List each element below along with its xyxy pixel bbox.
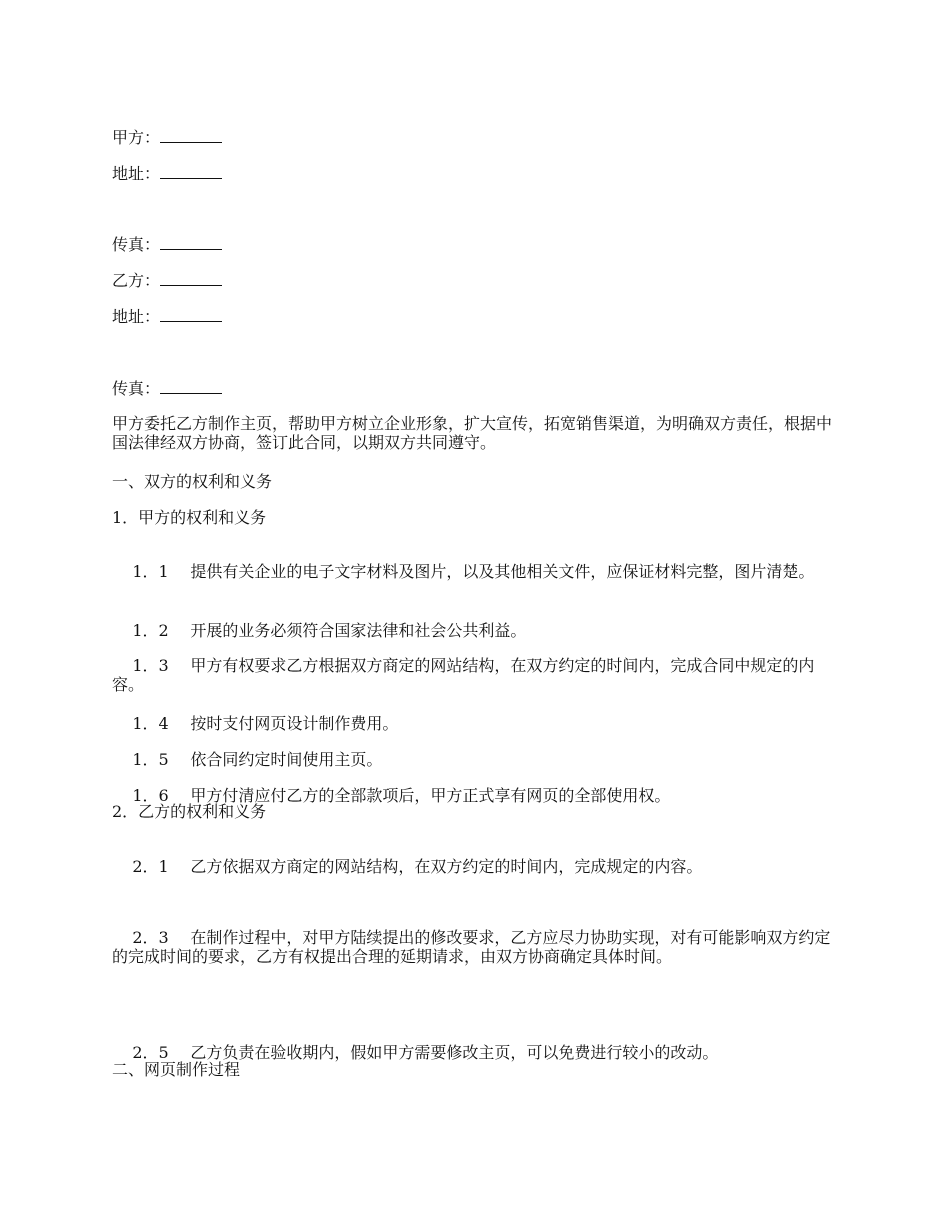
clause-text: 甲方付清应付乙方的全部款项后，甲方正式享有网页的全部使用权。	[190, 786, 671, 805]
party-a-value[interactable]	[160, 128, 222, 143]
clause-text: 甲方有权要求乙方根据双方商定的网站结构，在双方约定的时间内，完成合同中规定的内容。	[112, 656, 815, 694]
address-b-field	[112, 307, 222, 326]
fax-b-value[interactable]	[160, 379, 222, 394]
clause-number: 1．4	[132, 714, 169, 733]
clause-text: 在制作过程中，对甲方陆续提出的修改要求，乙方应尽力协助实现，对有可能影响双方约定的完成时间的要求，乙方有权提出合理的延期请求，由双方协商确定具体时间。	[112, 928, 831, 966]
subsection-1-title: 1．甲方的权利和义务	[112, 508, 267, 527]
clause-text: 乙方负责在验收期内，假如甲方需要修改主页，可以免费进行较小的改动。	[190, 1043, 719, 1062]
clause-number: 2．3	[132, 928, 169, 947]
clause-number: 2．5	[132, 1043, 169, 1062]
clause-text: 乙方依据双方商定的网站结构，在双方约定的时间内，完成规定的内容。	[190, 857, 703, 876]
section-2-title: 二、网页制作过程	[112, 1060, 241, 1079]
address-a-label: 地址：	[112, 164, 161, 183]
clause-number: 1．3	[132, 656, 169, 675]
clause-number: 1．1	[132, 562, 169, 581]
intro-paragraph: 甲方委托乙方制作主页，帮助甲方树立企业形象，扩大宣传，拓宽销售渠道，为明确双方责任，根据中国法律经双方协商，签订此合同，以期双方共同遵守。	[112, 414, 833, 452]
address-b-label: 地址：	[112, 307, 161, 326]
fax-b-label: 传真：	[112, 379, 161, 398]
party-b-label: 乙方：	[112, 271, 161, 290]
clause-number: 1．2	[132, 621, 169, 640]
clause-number: 1．6	[132, 786, 169, 805]
clause-text: 开展的业务必须符合国家法律和社会公共利益。	[190, 621, 527, 640]
clause-number: 2．1	[132, 857, 169, 876]
fax-a-label: 传真：	[112, 235, 161, 254]
clause-1-1	[112, 543, 842, 600]
party-b-value[interactable]	[160, 271, 222, 286]
clause-text: 提供有关企业的电子文字材料及图片，以及其他相关文件，应保证材料完整，图片清楚。	[190, 562, 815, 581]
fax-a-value[interactable]	[160, 235, 222, 250]
section-1-title: 一、双方的权利和义务	[112, 472, 273, 491]
clause-2-3	[112, 909, 842, 985]
clause-number: 1．5	[132, 750, 169, 769]
clause-text: 按时支付网页设计制作费用。	[190, 714, 399, 733]
address-b-value[interactable]	[160, 307, 222, 322]
party-a-label: 甲方：	[112, 128, 161, 147]
address-a-value[interactable]	[160, 164, 222, 179]
party-b-field	[112, 271, 222, 290]
clause-text: 依合同约定时间使用主页。	[190, 750, 383, 769]
party-a-field	[112, 128, 222, 147]
clause-2-1	[112, 838, 842, 895]
fax-a-field	[112, 235, 222, 254]
fax-b-field	[112, 379, 222, 398]
address-a-field	[112, 164, 222, 183]
subsection-2-title: 2．乙方的权利和义务	[112, 802, 267, 821]
